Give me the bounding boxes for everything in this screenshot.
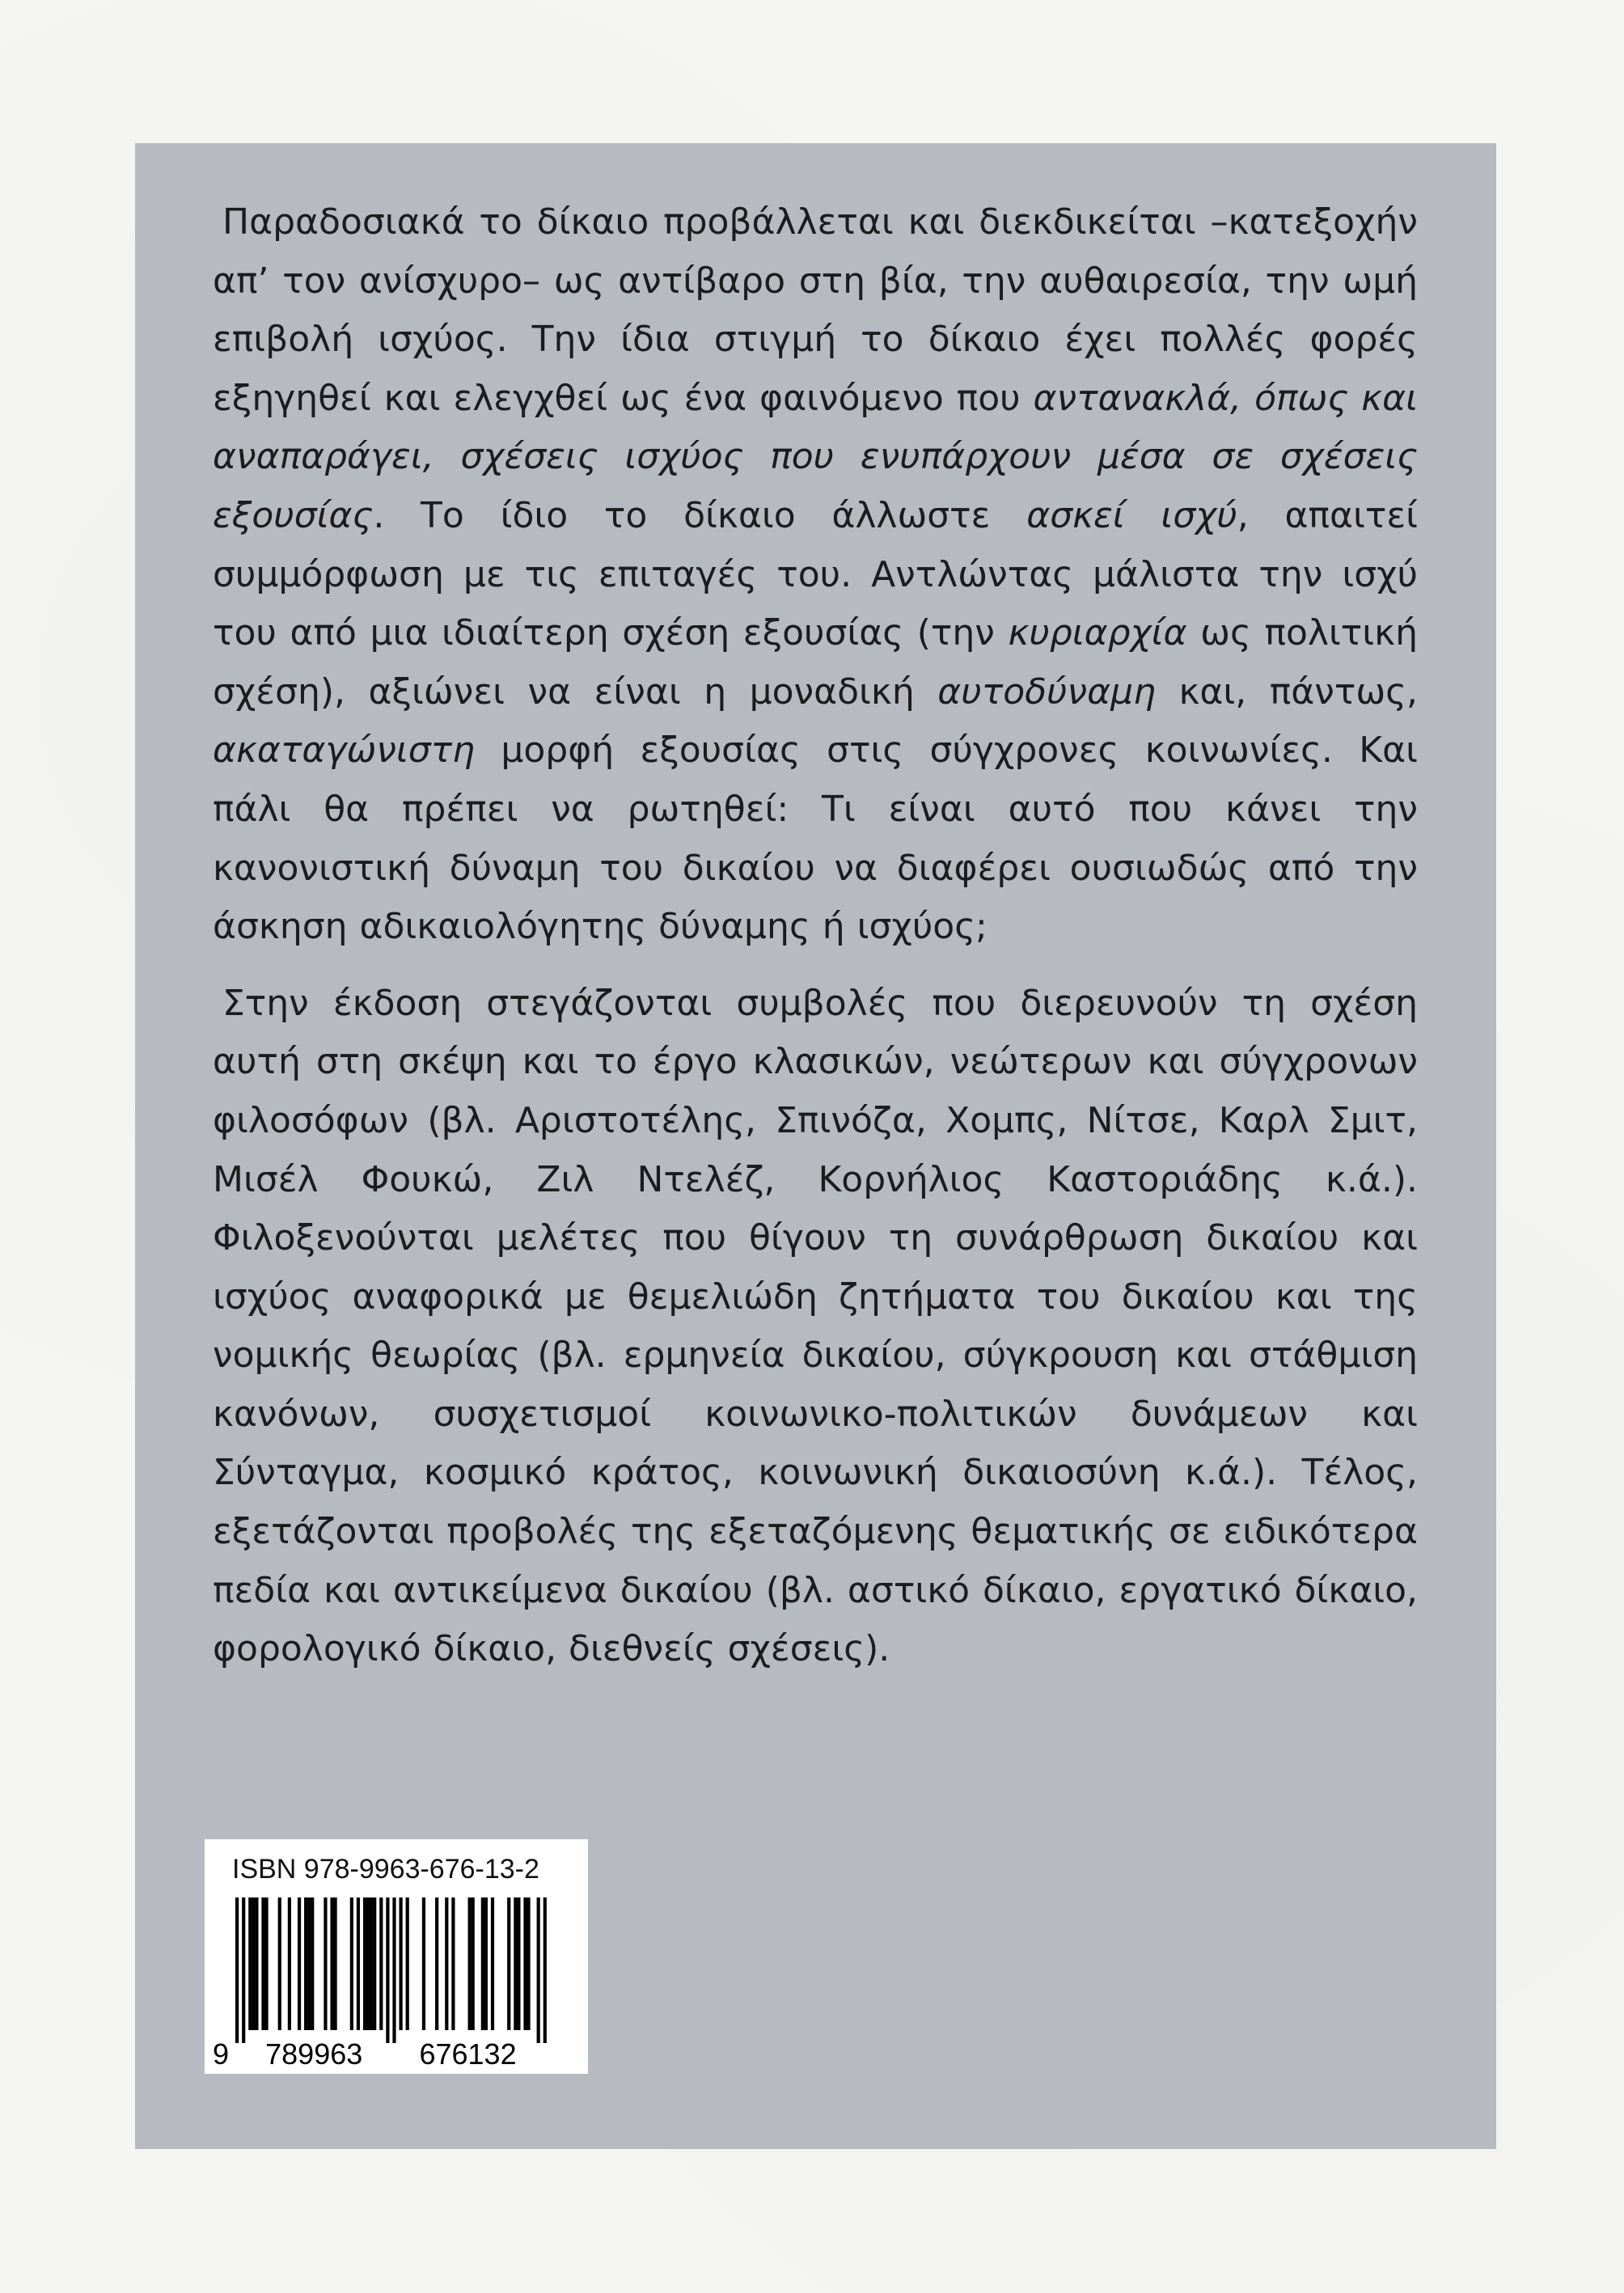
blurb-text [213,193,1418,1679]
italic-phrase: ακαταγώνιστη [213,730,476,772]
barcode-bar [311,1897,314,2030]
barcode-bar [379,1897,383,2030]
barcode-bar [255,1897,258,2030]
barcode-right-digits: 676132 [419,2037,517,2071]
barcode-bar [248,1897,252,2030]
isbn-barcode-box [205,1839,588,2074]
text-run: , απαιτεί συμμόρφωση με τις επιταγές του. Αντλώντας μάλιστα την ισχύ του από μια ιδιαίτερη σχέση εξουσίας (την [213,494,1418,654]
barcode-bar [357,1897,360,2030]
barcode-left-digits: 789963 [265,2037,363,2071]
barcode-bar [435,1897,438,2030]
barcode-bar [278,1897,281,2030]
barcode-bar [445,1897,448,2030]
barcode-lead-digit: 9 [212,2037,229,2071]
italic-phrase: αντανακλά, όπως και αναπαράγει, σχέσεις ισχύος που ενυπάρχουν μέσα σε σχέσεις εξουσίας [213,377,1418,536]
barcode-bar [400,1897,403,2030]
italic-phrase: αυτοδύναμη [937,671,1156,713]
blurb-paragraph-1 [213,193,1418,957]
barcode-bar [366,1897,370,2030]
barcode-bar [481,1897,484,2030]
barcode-guard-bar [543,1897,547,2043]
ean13-barcode [205,1839,588,2074]
barcode-bar [472,1897,475,2030]
barcode-guard-bar [537,1897,540,2043]
blurb-paragraph-2: Στην έκδοση στεγάζονται συμβολές που διερευνούν τη σχέση αυτή στη σκέψη και το έργο κλασικών, νεώτερων και σύγχρονων φιλοσόφων (βλ. Αριστοτέλης, Σπινόζα, Χομπς, Νίτσε, Καρλ Σμιτ, Μισέλ Φουκώ, Ζιλ Ντελέζ, Κορνήλιος Καστοριάδης κ.ά.). Φιλοξενούνται μελέτες που θίγουν τη συνάρθρωση δικαίου και ισχύος αναφορικά με θεμελιώδη ζητήματα του δικαίου και της νομικής θεωρίας (βλ. ερμηνεία δικαίου, σύγκρουση και στάθμιση κανόνων, συσχετισμοί κοινωνικο-πολιτικών δυνάμεων και Σύνταγμα, κοσμικό κράτος, κοινωνική δικαιοσύνη κ.ά.). Τέλος, εξετάζονται προβολές της εξεταζόμενης θεματικής σε ειδικότερα πεδία και αντικείμενα δικαίου (βλ. αστικό δίκαιο, εργατικό δίκαιο, φορολογικό δίκαιο, διεθνείς σχέσεις). [213,982,1418,1670]
barcode-bar [264,1897,268,2030]
barcode-bar [451,1897,455,2030]
barcode-bar [324,1897,327,2030]
text-run: και, πάντως, [1155,671,1418,713]
barcode-bar [517,1897,520,2030]
isbn-label: ISBN 978-9963-676-13-2 [232,1854,539,1885]
text-run: ως πολιτική σχέση), αξιώνει να είναι η μοναδική [213,612,1418,713]
barcode-bar [307,1897,311,2030]
barcode-guard-bar [235,1897,239,2043]
barcode-bar [523,1897,527,2030]
barcode-bar [252,1897,255,2030]
barcode-bar [422,1897,425,2030]
barcode-bar [350,1897,353,2030]
barcode-bar [298,1897,301,2030]
barcode-bar [288,1897,291,2030]
text-run: μορφή εξουσίας στις σύγχρονες κοινωνίες. Και πάλι θα πρέπει να ρωτηθεί: Τι είναι αυτό που κάνει την κανονιστική δύναμη του δικαίου να διαφέρει ουσιωδώς από την άσκηση αδικαιολόγητης δύναμης ή ισχύος; [213,730,1418,948]
barcode-bar [484,1897,488,2030]
barcode-guard-bar [386,1897,389,2043]
italic-phrase: κυριαρχία [1008,612,1187,654]
barcode-bar [527,1897,530,2030]
barcode-bar [330,1897,333,2030]
barcode-bar [370,1897,373,2030]
back-cover-panel [135,143,1496,2149]
barcode-bar [304,1897,307,2030]
barcode-bar [468,1897,472,2030]
barcode-bar [507,1897,510,2030]
barcode-guard-bar [242,1897,245,2043]
barcode-bar [491,1897,494,2030]
barcode-bar [334,1897,337,2030]
text-run: . Το ίδιο το δίκαιο άλλωστε [373,494,1027,536]
barcode-bar [261,1897,264,2030]
barcode-bar [514,1897,517,2030]
barcode-guard-bar [392,1897,395,2043]
italic-phrase: ασκεί ισχύ [1026,494,1237,536]
barcode-bar [373,1897,376,2030]
barcode-bar [406,1897,409,2030]
text-run: Παραδοσιακά το δίκαιο προβάλλεται και διεκδικείται –κατεξοχήν απ’ τον ανίσχυρο– ως αντίβαρο στη βία, την αυθαιρεσία, την ωμή επιβολή ισχύος. Την ίδια στιγμή το δίκαιο έχει πολλές φορές εξηγηθεί και ελεγχθεί ως ένα φαινόμενο που [213,201,1418,419]
barcode-bar [363,1897,366,2030]
